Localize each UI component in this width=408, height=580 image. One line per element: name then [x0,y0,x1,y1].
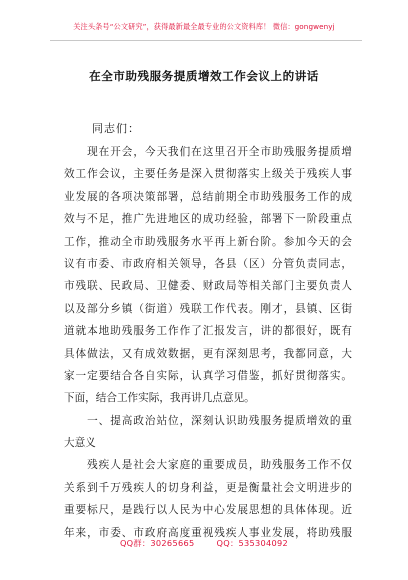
body-line: 具体做法，又有成效数据，更有深刻思考，我都同意，大 [64,347,352,360]
body-line: 残疾人是社会大家庭的重要成员，助残服务工作不仅 [64,459,352,472]
body-line: 下面，结合工作实际，我再讲几点意见。 [64,392,255,405]
salutation: 同志们： [92,122,140,135]
body-line: 效工作会议，主要任务是深入贯彻落实上级关于残疾人事 [64,168,352,181]
qq-group-number: QQ群：30265665 [119,538,195,548]
promo-banner: 关注头条号“公文研究”，获得最新最全最专业的公文资料库！ 微信：gongwenyj [73,22,335,31]
document-body [64,141,352,544]
qq-number: QQ：535304092 [216,538,289,548]
header-divider [50,40,362,41]
body-line: 工作，推动全市助残服务水平再上新台阶。参加今天的会 [64,235,352,248]
body-line: 议有市委、市政府相关领导，各县（区）分管负责同志， [64,257,352,270]
section-heading-line: 一、提高政治站位，深刻认识助残服务提质增效的重 [64,414,352,427]
body-line: 效与不足，推广先进地区的成功经验，部署下一阶段重点 [64,213,352,226]
contact-footer [0,538,408,549]
body-line: 业发展的各项决策部署，总结前期全市助残服务工作的成 [64,190,352,203]
body-line: 家一定要结合各自实际，认真学习借鉴，抓好贯彻落实。 [64,369,352,382]
section-heading-line: 大意义 [64,437,96,450]
body-line: 关系到千万残疾人的切身利益，更是衡量社会文明进步的 [64,481,352,494]
body-line: 现在开会，今天我们在这里召开全市助残服务提质增 [64,146,352,158]
body-line: 以及部分乡镇（街道）残联工作代表。刚才，县镇、区街 [64,302,352,315]
document-title: 在全市助残服务提质增效工作会议上的讲话 [89,69,319,83]
body-line: 市残联、民政局、卫健委、财政局等相关部门主要负责人 [64,280,352,293]
body-line: 重要标尺，是践行以人民为中心发展思想的具体体现。近 [64,504,352,517]
body-line: 道就本地助残服务工作作了汇报发言，讲的都很好，既有 [64,325,352,338]
body-line: 年来，市委、市政府高度重视残疾人事业发展，将助残服 [64,526,352,539]
